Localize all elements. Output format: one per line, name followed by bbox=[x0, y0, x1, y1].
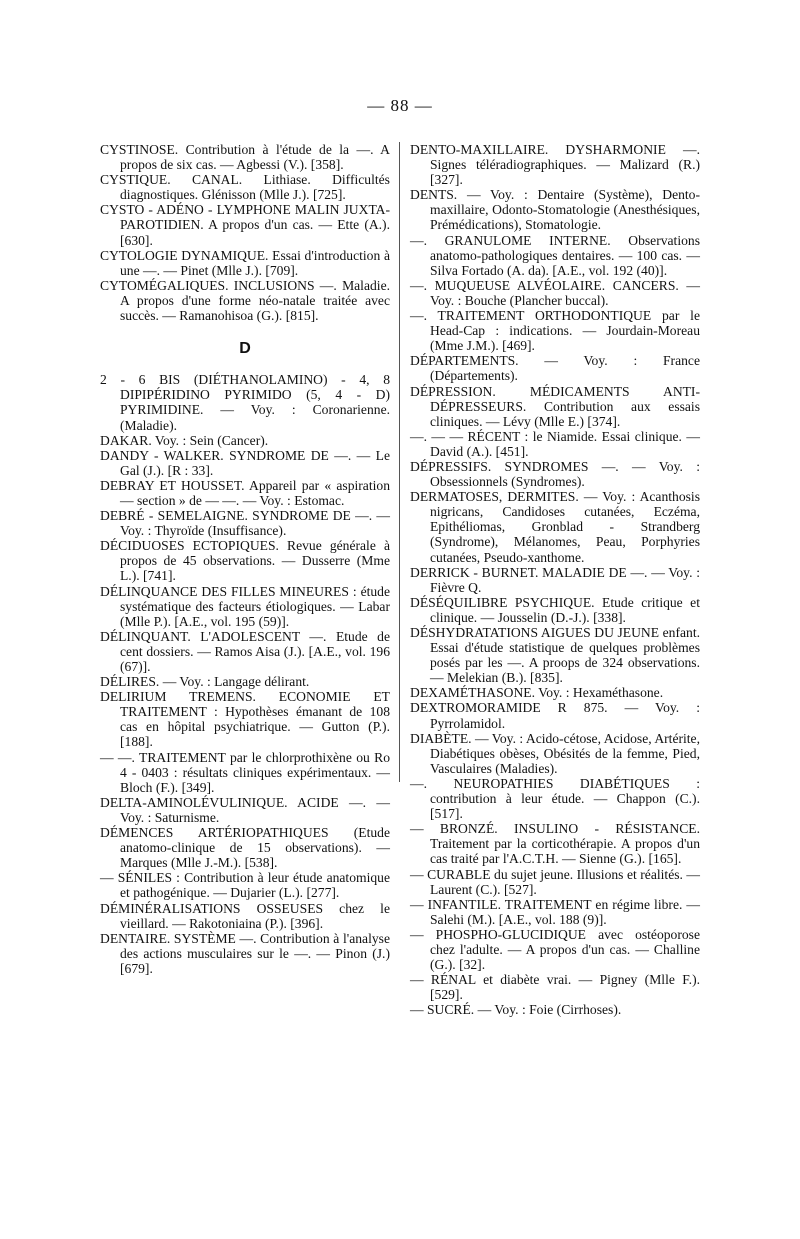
index-entry: 2 - 6 BIS (DIÉTHANOLAMINO) - 4, 8 DIPIPÉRIDINO PYRIMIDO (5, 4 - D) PYRIMIDINE. — Voy. : Coronarienne. (Maladie). bbox=[100, 372, 390, 433]
index-entry: DÉMINÉRALISATIONS OSSEUSES chez le vieillard. — Rakotoniaina (P.). [396]. bbox=[100, 900, 390, 931]
left-column bbox=[100, 142, 390, 976]
index-entry: DEXTROMORAMIDE R 875. — Voy. : Pyrrolamidol. bbox=[410, 700, 700, 731]
index-entry: —. TRAITEMENT ORTHODONTIQUE par le Head-Cap : indications. — Jourdain-Moreau (Mme J.M.). [469]. bbox=[410, 308, 700, 354]
index-entry: DENTS. — Voy. : Dentaire (Système), Dento-maxillaire, Odonto-Stomatologie (Anesthésiques, Prémédications), Stomatologie. bbox=[410, 187, 700, 233]
index-entry: DÉCIDUOSES ECTOPIQUES. Revue générale à propos de 45 observations. — Dusserre (Mme L.). [741]. bbox=[100, 538, 390, 584]
index-entry: DÉPARTEMENTS. — Voy. : France (Départements). bbox=[410, 353, 700, 384]
index-entry: DÉMENCES ARTÉRIOPATHIQUES (Etude anatomo-clinique de 15 observations). — Marques (Mlle J.-M.). [538]. bbox=[100, 825, 390, 871]
index-entry: CYSTO - ADÉNO - LYMPHONE MALIN JUXTA-PAROTIDIEN. A propos d'un cas. — Ette (A.). [630]. bbox=[100, 202, 390, 248]
index-entry: CYSTIQUE. CANAL. Lithiase. Difficultés diagnostiques. Glénisson (Mlle J.). [725]. bbox=[100, 172, 390, 203]
index-entry: DÉLINQUANT. L'ADOLESCENT —. Etude de cent dossiers. — Ramos Aisa (J.). [A.E., vol. 196 (67)]. bbox=[100, 628, 391, 674]
index-entry: DEXAMÉTHASONE. Voy. : Hexaméthasone. bbox=[410, 685, 664, 701]
index-entry: DELTA-AMINOLÉVULINIQUE. ACIDE —. — Voy. : Saturnisme. bbox=[100, 794, 390, 825]
index-entry: DÉPRESSION. MÉDICAMENTS ANTI-DÉPRESSEURS. Contribution aux essais cliniques. — Lévy (Mlle E.) [374]. bbox=[410, 383, 701, 429]
index-entry: DELIRIUM TREMENS. ECONOMIE ET TRAITEMENT : Hypothèses émanant de 108 cas en hôpital psychiatrique. — Gutton (P.). [188]. bbox=[100, 689, 390, 750]
index-entry: DÉSHYDRATATIONS AIGUES DU JEUNE enfant. Essai d'étude statistique de quelques problèmes posés par les —. A proops de 324 observations. — Melekian (B.). [835]. bbox=[410, 625, 700, 686]
index-entry: DANDY - WALKER. SYNDROME DE —. — Le Gal (J.). [R : 33]. bbox=[100, 447, 390, 478]
index-entry: DÉPRESSIFS. SYNDROMES —. — Voy. : Obsessionnels (Syndromes). bbox=[410, 458, 700, 490]
index-entry: DAKAR. Voy. : Sein (Cancer). bbox=[100, 432, 269, 448]
index-entry: — SUCRÉ. — Voy. : Foie (Cirrhoses). bbox=[410, 1002, 622, 1018]
index-entry: DERMATOSES, DERMITES. — Voy. : Acanthosis nigricans, Candidoses cutanées, Eczéma, Epithéliomas, Gronblad - Strandberg (Syndrome), Mélanomes, Peau, Porphyries cutanées, Pseudo-xanthome. bbox=[410, 489, 700, 565]
index-entry: DENTO-MAXILLAIRE. DYSHARMONIE —. Signes téléradiographiques. — Malizard (R.) [327]. bbox=[410, 142, 700, 188]
index-entry: — INFANTILE. TRAITEMENT en régime libre. — Salehi (M.). [A.E., vol. 188 (9)]. bbox=[410, 896, 700, 927]
index-entry: —. MUQUEUSE ALVÉOLAIRE. CANCERS. — Voy. : Bouche (Plancher buccal). bbox=[410, 277, 700, 308]
index-entry: DEBRAY ET HOUSSET. Appareil par « aspiration — section » de — —. — Voy. : Estomac. bbox=[100, 477, 390, 508]
right-column bbox=[410, 142, 700, 1017]
index-entry: — BRONZÉ. INSULINO - RÉSISTANCE. Traitement par la corticothérapie. A propos d'un cas traité par l'A.C.T.H. — Sienne (G.). [165]. bbox=[410, 821, 700, 867]
index-entry: — SÉNILES : Contribution à leur étude anatomique et pathogénique. — Dujarier (L.). [277]. bbox=[100, 870, 390, 901]
index-entry: —. NEUROPATHIES DIABÉTIQUES : contribution à leur étude. — Chappon (C.). [517]. bbox=[410, 775, 700, 822]
index-entry: —. GRANULOME INTERNE. Observations anatomo-pathologiques dentaires. — 100 cas. — Silva Fortado (A. da). [A.E., vol. 192 (40)]. bbox=[410, 232, 700, 278]
column-divider bbox=[399, 142, 400, 782]
page-number: — 88 — bbox=[367, 96, 433, 115]
index-entry: — RÉNAL et diabète vrai. — Pigney (Mlle F.). [529]. bbox=[410, 972, 701, 1003]
index-entry: DÉSÉQUILIBRE PSYCHIQUE. Etude critique et clinique. — Jousselin (D.-J.). [338]. bbox=[410, 594, 700, 625]
index-entry: — PHOSPHO-GLUCIDIQUE avec ostéoporose chez l'adulte. — A propos d'un cas. — Challine (G.). [32]. bbox=[410, 926, 701, 973]
index-entry: DÉLINQUANCE DES FILLES MINEURES : étude systématique des facteurs étiologiques. — Labar (Mlle P.). [A.E., vol. 195 (59)]. bbox=[100, 583, 391, 629]
index-entry: CYTOMÉGALIQUES. INCLUSIONS —. Maladie. A propos d'une forme néo-natale traitée avec succès. — Ramanohisoa (G.). [815]. bbox=[100, 277, 390, 324]
index-entry: DIABÈTE. — Voy. : Acido-cétose, Acidose, Artérite, Diabétiques obèses, Obésités de la femme, Pied, Vasculaires (Maladies). bbox=[410, 730, 700, 776]
index-entry: —. — — RÉCENT : le Niamide. Essai clinique. — David (A.). [451]. bbox=[410, 428, 700, 459]
index-entry: CYTOLOGIE DYNAMIQUE. Essai d'introduction à une —. — Pinet (Mlle J.). [709]. bbox=[100, 247, 390, 278]
section-letter: D bbox=[239, 340, 251, 358]
index-entry: — —. TRAITEMENT par le chlorprothixène ou Ro 4 - 0403 : résultats cliniques expérimentaux. — Bloch (F.). [349]. bbox=[100, 749, 390, 795]
index-entry: DEBRÉ - SEMELAIGNE. SYNDROME DE —. — Voy. : Thyroïde (Insuffisance). bbox=[100, 508, 390, 539]
index-entry: CYSTINOSE. Contribution à l'étude de la —. A propos de six cas. — Agbessi (V.). [358]. bbox=[100, 142, 390, 173]
index-entry: DENTAIRE. SYSTÈME —. Contribution à l'analyse des actions musculaires sur le —. — Pinon (J.) [679]. bbox=[100, 930, 390, 976]
index-entry: — CURABLE du sujet jeune. Illusions et réalités. — Laurent (C.). [527]. bbox=[410, 866, 701, 897]
index-entry: DÉLIRES. — Voy. : Langage délirant. bbox=[100, 674, 310, 690]
index-entry: DERRICK - BURNET. MALADIE DE —. — Voy. : Fièvre Q. bbox=[410, 564, 700, 595]
